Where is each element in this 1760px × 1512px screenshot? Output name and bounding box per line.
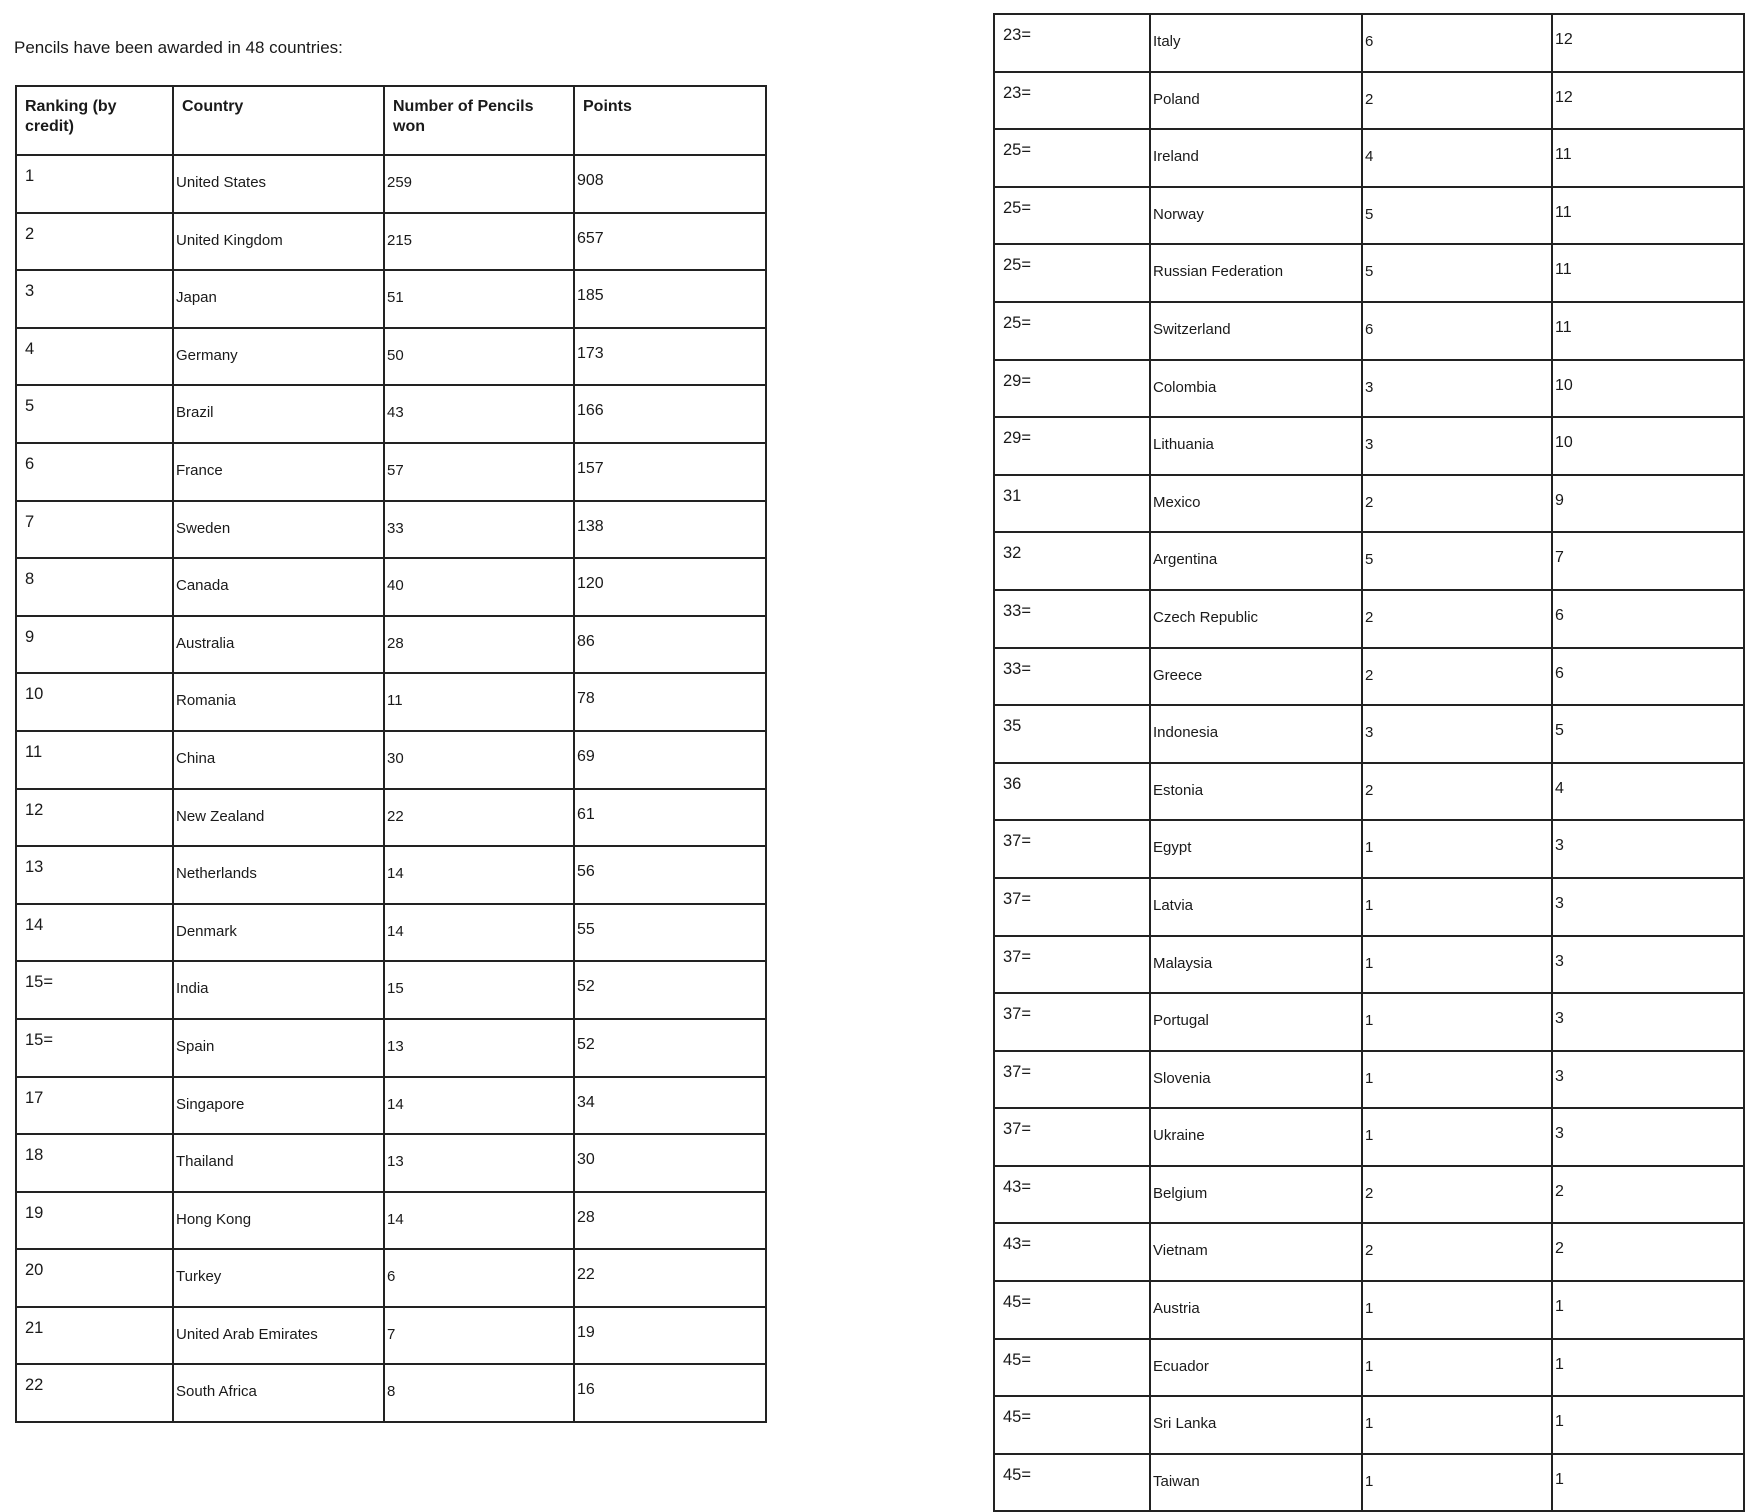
points-cell: 2 xyxy=(1552,1223,1744,1281)
table-row xyxy=(16,155,766,213)
points-cell: 6 xyxy=(1552,590,1744,648)
table-row xyxy=(16,501,766,559)
pencils-cell: 1 xyxy=(1362,1108,1552,1166)
table-row xyxy=(994,1051,1744,1109)
pencils-cell: 2 xyxy=(1362,475,1552,533)
country-cell: Thailand xyxy=(173,1134,384,1192)
table-row xyxy=(994,590,1744,648)
table-row xyxy=(16,1134,766,1192)
pencils-cell: 1 xyxy=(1362,1281,1552,1339)
country-cell: Taiwan xyxy=(1150,1454,1362,1512)
rank-cell: 12 xyxy=(16,789,173,847)
table-row xyxy=(994,302,1744,360)
country-cell: Greece xyxy=(1150,648,1362,706)
pencils-cell: 1 xyxy=(1362,1396,1552,1454)
country-cell: Sweden xyxy=(173,501,384,559)
rank-cell: 2 xyxy=(16,213,173,271)
table-row xyxy=(16,731,766,789)
pencils-cell: 1 xyxy=(1362,936,1552,994)
rank-cell: 33= xyxy=(994,648,1150,706)
header-points: Points xyxy=(574,86,766,155)
points-cell: 1 xyxy=(1552,1396,1744,1454)
pencils-cell: 50 xyxy=(384,328,574,386)
country-cell: Norway xyxy=(1150,187,1362,245)
points-cell: 908 xyxy=(574,155,766,213)
country-cell: Spain xyxy=(173,1019,384,1077)
rank-cell: 25= xyxy=(994,187,1150,245)
points-cell: 30 xyxy=(574,1134,766,1192)
points-cell: 3 xyxy=(1552,878,1744,936)
points-cell: 1 xyxy=(1552,1454,1744,1512)
points-cell: 11 xyxy=(1552,187,1744,245)
points-cell: 3 xyxy=(1552,1051,1744,1109)
table-row xyxy=(994,1454,1744,1512)
pencils-cell: 6 xyxy=(1362,14,1552,72)
rankings-table-part-1 xyxy=(15,85,767,1423)
table-row xyxy=(994,648,1744,706)
table-row xyxy=(994,1223,1744,1281)
rank-cell: 25= xyxy=(994,129,1150,187)
country-cell: United Arab Emirates xyxy=(173,1307,384,1365)
country-cell: United Kingdom xyxy=(173,213,384,271)
country-cell: Ukraine xyxy=(1150,1108,1362,1166)
points-cell: 1 xyxy=(1552,1339,1744,1397)
table-row xyxy=(16,558,766,616)
header-row xyxy=(16,86,766,155)
points-cell: 61 xyxy=(574,789,766,847)
pencils-cell: 259 xyxy=(384,155,574,213)
table-row xyxy=(16,1192,766,1250)
pencils-cell: 1 xyxy=(1362,820,1552,878)
pencils-cell: 14 xyxy=(384,846,574,904)
rank-cell: 20 xyxy=(16,1249,173,1307)
rank-cell: 8 xyxy=(16,558,173,616)
table-row xyxy=(994,14,1744,72)
rank-cell: 1 xyxy=(16,155,173,213)
points-cell: 657 xyxy=(574,213,766,271)
table-row xyxy=(16,443,766,501)
rank-cell: 23= xyxy=(994,72,1150,130)
header-country: Country xyxy=(173,86,384,155)
pencils-cell: 2 xyxy=(1362,590,1552,648)
pencils-cell: 14 xyxy=(384,1077,574,1135)
country-cell: Sri Lanka xyxy=(1150,1396,1362,1454)
points-cell: 56 xyxy=(574,846,766,904)
table-row xyxy=(994,475,1744,533)
points-cell: 22 xyxy=(574,1249,766,1307)
pencils-cell: 28 xyxy=(384,616,574,674)
country-cell: Belgium xyxy=(1150,1166,1362,1224)
points-cell: 55 xyxy=(574,904,766,962)
rank-cell: 6 xyxy=(16,443,173,501)
country-cell: Australia xyxy=(173,616,384,674)
pencils-cell: 33 xyxy=(384,501,574,559)
country-cell: Turkey xyxy=(173,1249,384,1307)
rank-cell: 9 xyxy=(16,616,173,674)
country-cell: Ecuador xyxy=(1150,1339,1362,1397)
pencils-cell: 5 xyxy=(1362,532,1552,590)
table-row xyxy=(994,936,1744,994)
rank-cell: 21 xyxy=(16,1307,173,1365)
rank-cell: 3 xyxy=(16,270,173,328)
country-cell: Austria xyxy=(1150,1281,1362,1339)
table-row xyxy=(994,532,1744,590)
country-cell: Denmark xyxy=(173,904,384,962)
points-cell: 4 xyxy=(1552,763,1744,821)
pencils-cell: 43 xyxy=(384,385,574,443)
intro-text: Pencils have been awarded in 48 countries: xyxy=(14,38,343,57)
pencils-cell: 6 xyxy=(384,1249,574,1307)
country-cell: Japan xyxy=(173,270,384,328)
rank-cell: 43= xyxy=(994,1166,1150,1224)
table-row xyxy=(16,385,766,443)
country-cell: Portugal xyxy=(1150,993,1362,1051)
country-cell: Czech Republic xyxy=(1150,590,1362,648)
table-row xyxy=(994,1396,1744,1454)
points-cell: 19 xyxy=(574,1307,766,1365)
table-row xyxy=(16,789,766,847)
rank-cell: 19 xyxy=(16,1192,173,1250)
points-cell: 3 xyxy=(1552,1108,1744,1166)
country-cell: New Zealand xyxy=(173,789,384,847)
points-cell: 12 xyxy=(1552,14,1744,72)
pencils-cell: 1 xyxy=(1362,1339,1552,1397)
rank-cell: 45= xyxy=(994,1396,1150,1454)
pencils-cell: 2 xyxy=(1362,72,1552,130)
country-cell: India xyxy=(173,961,384,1019)
pencils-cell: 51 xyxy=(384,270,574,328)
rank-cell: 18 xyxy=(16,1134,173,1192)
pencils-cell: 13 xyxy=(384,1019,574,1077)
rank-cell: 14 xyxy=(16,904,173,962)
table-row xyxy=(16,328,766,386)
rank-cell: 25= xyxy=(994,302,1150,360)
table-row xyxy=(994,244,1744,302)
pencils-cell: 40 xyxy=(384,558,574,616)
table-row xyxy=(994,187,1744,245)
table-row xyxy=(16,1364,766,1422)
points-cell: 16 xyxy=(574,1364,766,1422)
rank-cell: 33= xyxy=(994,590,1150,648)
country-cell: Egypt xyxy=(1150,820,1362,878)
country-cell: Poland xyxy=(1150,72,1362,130)
table-row xyxy=(16,904,766,962)
country-cell: Canada xyxy=(173,558,384,616)
table-row xyxy=(16,616,766,674)
pencils-cell: 2 xyxy=(1362,763,1552,821)
rank-cell: 37= xyxy=(994,878,1150,936)
rank-cell: 36 xyxy=(994,763,1150,821)
points-cell: 3 xyxy=(1552,820,1744,878)
points-cell: 28 xyxy=(574,1192,766,1250)
rank-cell: 10 xyxy=(16,673,173,731)
table-row xyxy=(994,72,1744,130)
pencils-cell: 5 xyxy=(1362,187,1552,245)
points-cell: 166 xyxy=(574,385,766,443)
rank-cell: 15= xyxy=(16,1019,173,1077)
rank-cell: 23= xyxy=(994,14,1150,72)
table-row xyxy=(16,961,766,1019)
points-cell: 10 xyxy=(1552,360,1744,418)
country-cell: Colombia xyxy=(1150,360,1362,418)
country-cell: Ireland xyxy=(1150,129,1362,187)
table-row xyxy=(16,673,766,731)
country-cell: France xyxy=(173,443,384,501)
rank-cell: 13 xyxy=(16,846,173,904)
table-row xyxy=(994,1339,1744,1397)
country-cell: Argentina xyxy=(1150,532,1362,590)
pencils-cell: 1 xyxy=(1362,993,1552,1051)
table-row xyxy=(994,705,1744,763)
rank-cell: 37= xyxy=(994,820,1150,878)
country-cell: Brazil xyxy=(173,385,384,443)
country-cell: South Africa xyxy=(173,1364,384,1422)
points-cell: 9 xyxy=(1552,475,1744,533)
points-cell: 173 xyxy=(574,328,766,386)
rank-cell: 17 xyxy=(16,1077,173,1135)
points-cell: 52 xyxy=(574,1019,766,1077)
table-row xyxy=(16,1249,766,1307)
points-cell: 69 xyxy=(574,731,766,789)
rank-cell: 35 xyxy=(994,705,1150,763)
country-cell: Vietnam xyxy=(1150,1223,1362,1281)
pencils-cell: 14 xyxy=(384,904,574,962)
points-cell: 7 xyxy=(1552,532,1744,590)
country-cell: China xyxy=(173,731,384,789)
pencils-cell: 13 xyxy=(384,1134,574,1192)
points-cell: 120 xyxy=(574,558,766,616)
points-cell: 86 xyxy=(574,616,766,674)
table-row xyxy=(994,820,1744,878)
rank-cell: 37= xyxy=(994,1108,1150,1166)
pencils-cell: 1 xyxy=(1362,878,1552,936)
pencils-cell: 5 xyxy=(1362,244,1552,302)
points-cell: 11 xyxy=(1552,244,1744,302)
pencils-cell: 2 xyxy=(1362,1223,1552,1281)
rank-cell: 15= xyxy=(16,961,173,1019)
pencils-cell: 6 xyxy=(1362,302,1552,360)
rank-cell: 31 xyxy=(994,475,1150,533)
table-row xyxy=(994,1166,1744,1224)
country-cell: Slovenia xyxy=(1150,1051,1362,1109)
country-cell: Indonesia xyxy=(1150,705,1362,763)
pencils-cell: 11 xyxy=(384,673,574,731)
country-cell: Russian Federation xyxy=(1150,244,1362,302)
rank-cell: 4 xyxy=(16,328,173,386)
table-row xyxy=(994,417,1744,475)
pencils-cell: 3 xyxy=(1362,705,1552,763)
country-cell: Romania xyxy=(173,673,384,731)
rank-cell: 5 xyxy=(16,385,173,443)
points-cell: 52 xyxy=(574,961,766,1019)
country-cell: Germany xyxy=(173,328,384,386)
table-row xyxy=(994,763,1744,821)
rank-cell: 25= xyxy=(994,244,1150,302)
country-cell: Mexico xyxy=(1150,475,1362,533)
rank-cell: 45= xyxy=(994,1281,1150,1339)
rank-cell: 7 xyxy=(16,501,173,559)
pencils-cell: 14 xyxy=(384,1192,574,1250)
table-row xyxy=(16,1077,766,1135)
points-cell: 3 xyxy=(1552,993,1744,1051)
country-cell: Singapore xyxy=(173,1077,384,1135)
rankings-table-part-2 xyxy=(993,13,1745,1512)
pencils-cell: 215 xyxy=(384,213,574,271)
points-cell: 11 xyxy=(1552,302,1744,360)
pencils-cell: 8 xyxy=(384,1364,574,1422)
country-cell: Switzerland xyxy=(1150,302,1362,360)
points-cell: 5 xyxy=(1552,705,1744,763)
rank-cell: 29= xyxy=(994,417,1150,475)
country-cell: Lithuania xyxy=(1150,417,1362,475)
rank-cell: 22 xyxy=(16,1364,173,1422)
pencils-cell: 4 xyxy=(1362,129,1552,187)
country-cell: Netherlands xyxy=(173,846,384,904)
rank-cell: 37= xyxy=(994,993,1150,1051)
points-cell: 2 xyxy=(1552,1166,1744,1224)
table-row xyxy=(16,270,766,328)
pencils-cell: 2 xyxy=(1362,648,1552,706)
table-row xyxy=(994,1108,1744,1166)
points-cell: 12 xyxy=(1552,72,1744,130)
pencils-cell: 22 xyxy=(384,789,574,847)
table-row xyxy=(994,129,1744,187)
rank-cell: 11 xyxy=(16,731,173,789)
pencils-cell: 7 xyxy=(384,1307,574,1365)
country-cell: Italy xyxy=(1150,14,1362,72)
rank-cell: 45= xyxy=(994,1454,1150,1512)
country-cell: Malaysia xyxy=(1150,936,1362,994)
points-cell: 78 xyxy=(574,673,766,731)
pencils-cell: 2 xyxy=(1362,1166,1552,1224)
country-cell: United States xyxy=(173,155,384,213)
pencils-cell: 3 xyxy=(1362,360,1552,418)
points-cell: 11 xyxy=(1552,129,1744,187)
table-row xyxy=(16,213,766,271)
country-cell: Estonia xyxy=(1150,763,1362,821)
points-cell: 6 xyxy=(1552,648,1744,706)
header-pencils: Number of Pencils won xyxy=(384,86,574,155)
country-cell: Latvia xyxy=(1150,878,1362,936)
table-row xyxy=(994,1281,1744,1339)
points-cell: 138 xyxy=(574,501,766,559)
header-ranking: Ranking (by credit) xyxy=(16,86,173,155)
rank-cell: 32 xyxy=(994,532,1150,590)
pencils-cell: 1 xyxy=(1362,1051,1552,1109)
rank-cell: 37= xyxy=(994,1051,1150,1109)
points-cell: 1 xyxy=(1552,1281,1744,1339)
rank-cell: 43= xyxy=(994,1223,1150,1281)
pencils-cell: 1 xyxy=(1362,1454,1552,1512)
table-row xyxy=(16,1019,766,1077)
table-row xyxy=(16,846,766,904)
pencils-cell: 3 xyxy=(1362,417,1552,475)
table-row xyxy=(16,1307,766,1365)
points-cell: 157 xyxy=(574,443,766,501)
table-row xyxy=(994,360,1744,418)
rank-cell: 29= xyxy=(994,360,1150,418)
rank-cell: 37= xyxy=(994,936,1150,994)
country-cell: Hong Kong xyxy=(173,1192,384,1250)
points-cell: 185 xyxy=(574,270,766,328)
points-cell: 10 xyxy=(1552,417,1744,475)
pencils-cell: 15 xyxy=(384,961,574,1019)
points-cell: 3 xyxy=(1552,936,1744,994)
points-cell: 34 xyxy=(574,1077,766,1135)
pencils-cell: 30 xyxy=(384,731,574,789)
table-row xyxy=(994,993,1744,1051)
table-row xyxy=(994,878,1744,936)
pencils-cell: 57 xyxy=(384,443,574,501)
rank-cell: 45= xyxy=(994,1339,1150,1397)
